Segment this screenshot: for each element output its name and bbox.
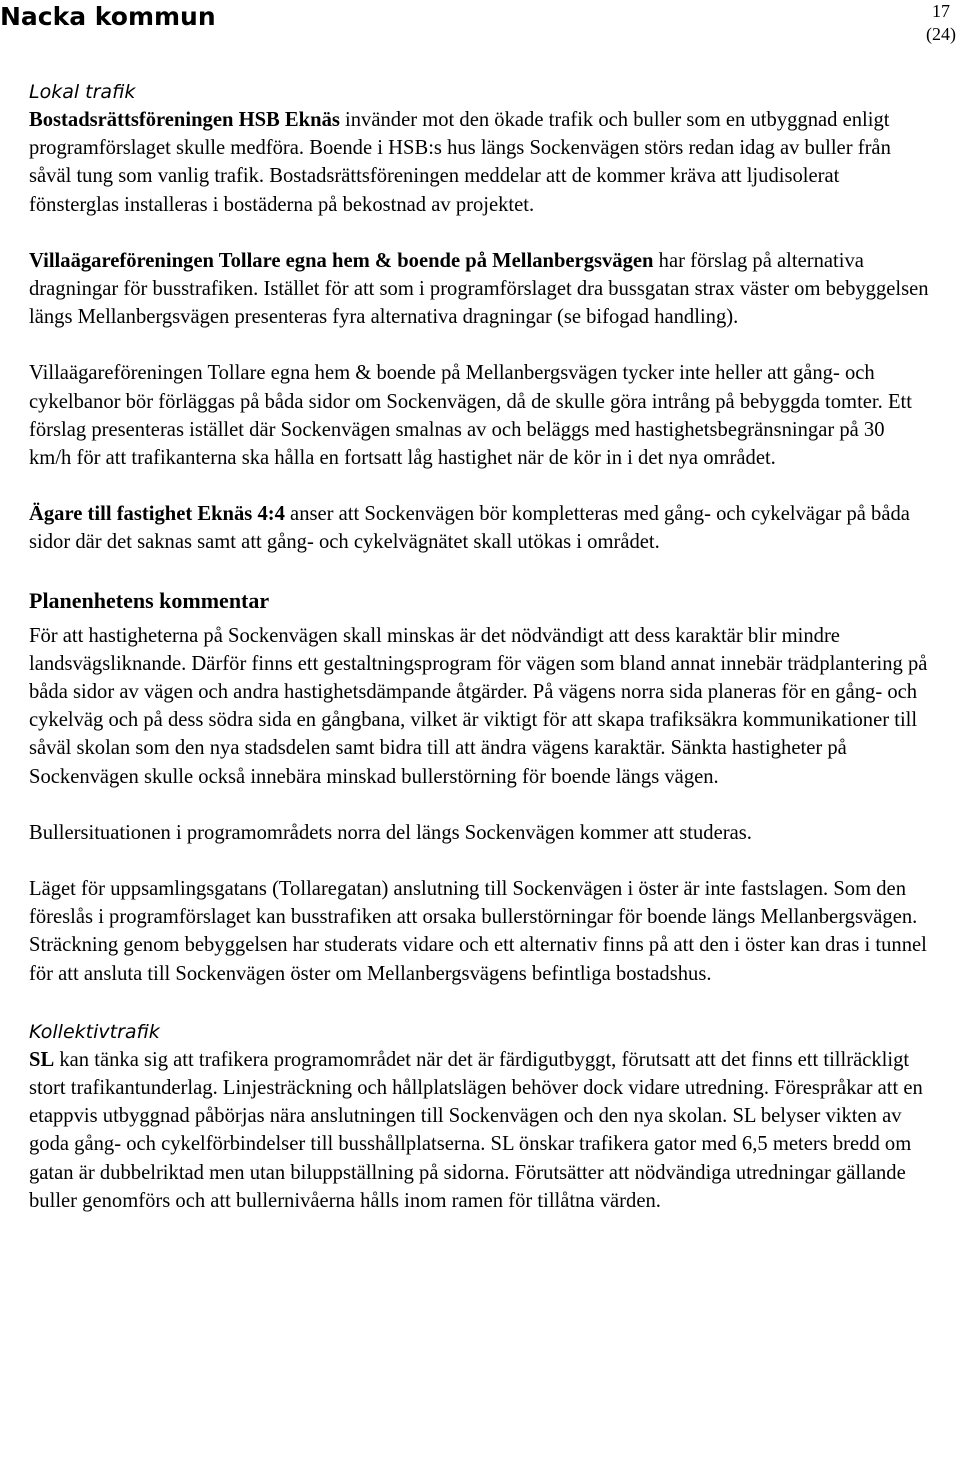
organization-hsb-eknas: Bostadsrättsföreningen HSB Eknäs [29, 109, 340, 131]
section-heading-kollektivtrafik: Kollektivtrafik [29, 1020, 160, 1043]
paragraph-villaagareforeningen-1: Villaägareföreningen Tollare egna hem & boende på Mellanbergsvägen har förslag på alternativa dragningar för busstrafiken. Istället för att som i programförslaget dra bussgatan strax väster om bebyggelsen längs Mellanbergsvägen presenteras fyra alternativa dragningar (se bifogad handling). [29, 249, 929, 329]
paragraph-plan-tollaregatan: Läget för uppsamlingsgatans (Tollaregatan) anslutning till Sockenvägen i öster är inte fastslagen. Som den föreslås i programförslaget kan busstrafiken att orsaka bullerstörningar för boende längs Mellanbergsvägen. Sträckning genom bebyggelsen har studerats vidare och ett alternativ finns på att den i öster kan dras i tunnel för att ansluta till Sockenvägen öster om Mellanbergsvägens befintliga bostadshus. [29, 878, 927, 985]
page-total: (24) [926, 24, 956, 44]
paragraph-hsb-eknas: Bostadsrättsföreningen HSB Eknäs invänder mot den ökade trafik och buller som en utbyggnad enligt programförslaget skulle medföra. Boende i HSB:s hus längs Sockenvägen störs redan idag av buller från såväl tung som vanlig trafik. Bostadsrättsföreningen meddelar att de kommer kräva att ljudisolerat fönsterglas installeras i bostäderna på bekostnad av projektet. [29, 109, 891, 216]
paragraph-plan-buller: Bullersituationen i programområdets norra del längs Sockenvägen kommer att studeras. [29, 821, 752, 844]
document-body [29, 78, 929, 1215]
organization-sl: SL [29, 1048, 55, 1071]
paragraph-villaagareforeningen-2: Villaägareföreningen Tollare egna hem & boende på Mellanbergsvägen tycker inte heller att gång- och cykelbanor bör förläggas på båda sidor om Sockenvägen, då de skulle göra intrång på bebyggda tomter. Ett förslag presenteras istället där Sockenvägen smalnas av och beläggs med hastighetsbegränsningar på 30 km/h för att trafikanterna ska hålla en fortsatt låg hastighet när de kör in i det nya området. [29, 362, 912, 470]
paragraph-eknas-4-4: Ägare till fastighet Eknäs 4:4 anser att Sockenvägen bör kompletteras med gång- och cykelvägar på båda sidor där det saknas samt att gång- och cykelvägnätet skall utökas i området. [29, 503, 910, 554]
page-number [926, 0, 956, 46]
paragraph-sl: SL kan tänka sig att trafikera programområdet när det är färdigutbyggt, förutsatt att det finns ett tillräckligt stort trafikantunderlag. Linjesträckning och hållplatslägen behöver dock vidare utredning. Förespråkar att en etappvis utbyggnad påbörjas nära anslutningen till Sockenvägen och den nya skolan. SL belyser vikten av goda gång- och cykelförbindelser till busshållplatserna. SL önskar trafikera gator med 6,5 meters bredd om gatan är dubbelriktad men utan biluppställning på sidorna. Förutsätter att nödvändiga utredningar gällande buller genomförs och att bullernivåerna hålls inom ramen för tillåtna värden. [29, 1048, 923, 1212]
section-heading-lokal-trafik: Lokal trafik [29, 81, 136, 103]
organization-villaagareforeningen: Villaägareföreningen Tollare egna hem & boende på Mellanbergsvägen [29, 249, 654, 272]
organization-name: Nacka kommun [0, 2, 216, 31]
page-current: 17 [932, 1, 950, 21]
property-owner-eknas: Ägare till fastighet Eknäs 4:4 [29, 503, 285, 526]
section-heading-planenhetens-kommentar: Planenhetens kommentar [29, 587, 270, 613]
paragraph-plan-hastigheter: För att hastigheterna på Sockenvägen skall minskas är det nödvändigt att dess karaktär blir mindre landsvägsliknande. Därför finns ett gestaltningsprogram för vägen som bland annat innebär trädplantering på båda sidor av vägen och andra hastighetsdämpande åtgärder. På vägens norra sida planeras för en gång- och cykelväg och på dess södra sida en gångbana, vilket är viktigt för att skapa trafiksäkra kommunikationer till såväl skolan som den nya stadsdelen samt bidra till att ändra vägens karaktär. Sänkta hastigheter på Sockenvägen skulle också innebära minskad bullerstörning för boende längs vägen. [29, 624, 928, 788]
